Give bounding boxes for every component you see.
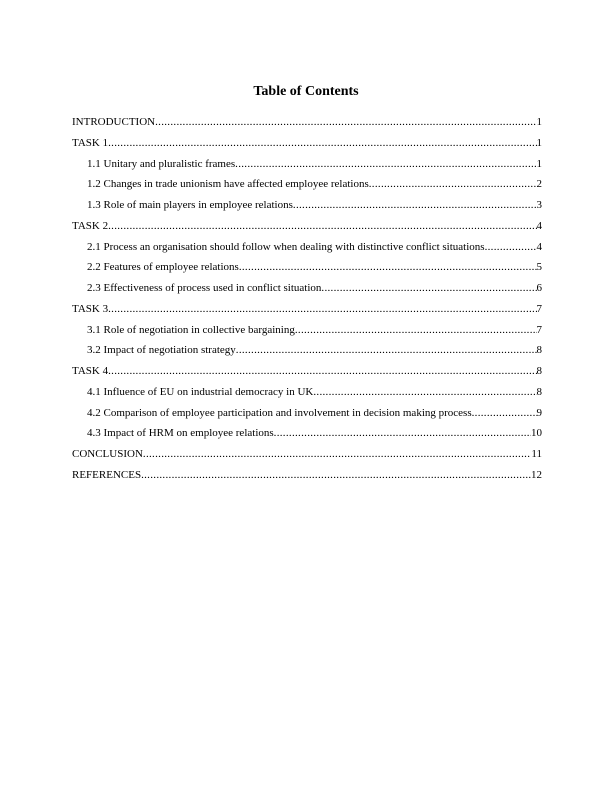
dot-leader <box>108 133 536 154</box>
dot-leader <box>143 444 532 465</box>
toc-entry-page-number: 8 <box>536 385 542 398</box>
toc-entry-1-2[interactable] <box>72 174 542 195</box>
toc-entry-label: CONCLUSION <box>72 448 143 460</box>
toc-entry-page-number: 8 <box>536 344 542 357</box>
toc-entry-task-1[interactable] <box>72 133 542 154</box>
dot-leader <box>472 403 537 424</box>
toc-entry-references[interactable] <box>72 465 542 486</box>
toc-entry-label: 1.3 Role of main players in employee relations <box>87 199 293 211</box>
toc-entry-2-2[interactable] <box>72 257 542 278</box>
toc-entry-task-4[interactable] <box>72 361 542 382</box>
dot-leader <box>141 465 531 486</box>
dot-leader <box>239 257 537 278</box>
toc-entry-page-number: 8 <box>536 365 542 377</box>
toc-entry-label: TASK 3 <box>72 302 109 315</box>
toc-entry-label: 1.2 Changes in trade unionism have affected employee relations <box>87 178 369 191</box>
toc-entry-label: TASK 2 <box>72 219 109 232</box>
dot-leader <box>274 423 531 444</box>
dot-leader <box>236 340 537 361</box>
toc-entry-label: 2.1 Process an organisation should follow when dealing with distinctive conflict situations <box>87 240 485 253</box>
toc-entry-3-2[interactable] <box>72 340 542 361</box>
dot-leader <box>108 299 536 320</box>
toc-entry-label: 3.1 Role of negotiation in collective bargaining <box>87 323 295 336</box>
dot-leader <box>369 174 537 195</box>
dot-leader <box>313 382 536 403</box>
toc-entry-page-number: 2 <box>536 178 542 191</box>
dot-leader <box>235 154 536 175</box>
toc-entry-page-number: 1 <box>536 116 542 128</box>
toc-list <box>72 112 542 486</box>
toc-entry-page-number: 5 <box>536 261 542 274</box>
dot-leader <box>485 237 537 258</box>
toc-entry-label: TASK 4 <box>72 365 109 377</box>
toc-entry-label: 3.2 Impact of negotiation strategy <box>87 344 236 357</box>
toc-entry-4-3[interactable] <box>72 423 542 444</box>
toc-entry-introduction[interactable] <box>72 112 542 133</box>
toc-entry-page-number: 1 <box>536 157 542 170</box>
toc-entry-conclusion[interactable] <box>72 444 542 465</box>
toc-entry-label: 4.1 Influence of EU on industrial democracy in UK <box>87 385 314 398</box>
dot-leader <box>108 216 536 237</box>
toc-entry-label: INTRODUCTION <box>72 116 156 128</box>
dot-leader <box>293 195 537 216</box>
toc-entry-4-1[interactable] <box>72 382 542 403</box>
toc-title: Table of Contents <box>253 84 359 99</box>
toc-entry-page-number: 9 <box>536 406 542 419</box>
toc-entry-task-2[interactable] <box>72 216 542 237</box>
toc-entry-page-number: 3 <box>536 199 542 211</box>
dot-leader <box>321 278 536 299</box>
toc-entry-label: TASK 1 <box>72 136 109 149</box>
toc-entry-page-number: 7 <box>536 323 542 336</box>
toc-entry-label: 2.2 Features of employee relations <box>87 261 239 274</box>
toc-entry-page-number: 12 <box>531 468 542 481</box>
dot-leader <box>108 361 536 382</box>
toc-entry-page-number: 11 <box>531 448 542 460</box>
toc-entry-2-3[interactable] <box>72 278 542 299</box>
toc-entry-page-number: 4 <box>536 219 542 232</box>
toc-entry-task-3[interactable] <box>72 299 542 320</box>
toc-entry-label: 4.3 Impact of HRM on employee relations <box>87 427 274 440</box>
toc-entry-2-1[interactable] <box>72 237 542 258</box>
toc-entry-label: REFERENCES <box>72 468 142 481</box>
toc-entry-page-number: 6 <box>536 282 542 294</box>
toc-entry-label: 4.2 Comparison of employee participation and involvement in decision making process <box>87 406 472 419</box>
toc-entry-label: 2.3 Effectiveness of process used in conflict situation <box>87 282 322 294</box>
toc-entry-3-1[interactable] <box>72 320 542 341</box>
toc-entry-1-1[interactable] <box>72 154 542 175</box>
dot-leader <box>295 320 537 341</box>
toc-entry-page-number: 7 <box>536 302 542 315</box>
toc-entry-1-3[interactable] <box>72 195 542 216</box>
toc-entry-page-number: 10 <box>531 427 542 440</box>
toc-entry-label: 1.1 Unitary and pluralistic frames <box>87 157 236 170</box>
toc-entry-page-number: 1 <box>536 136 542 149</box>
dot-leader <box>155 112 536 133</box>
toc-entry-4-2[interactable] <box>72 403 542 424</box>
toc-entry-page-number: 4 <box>536 240 542 253</box>
